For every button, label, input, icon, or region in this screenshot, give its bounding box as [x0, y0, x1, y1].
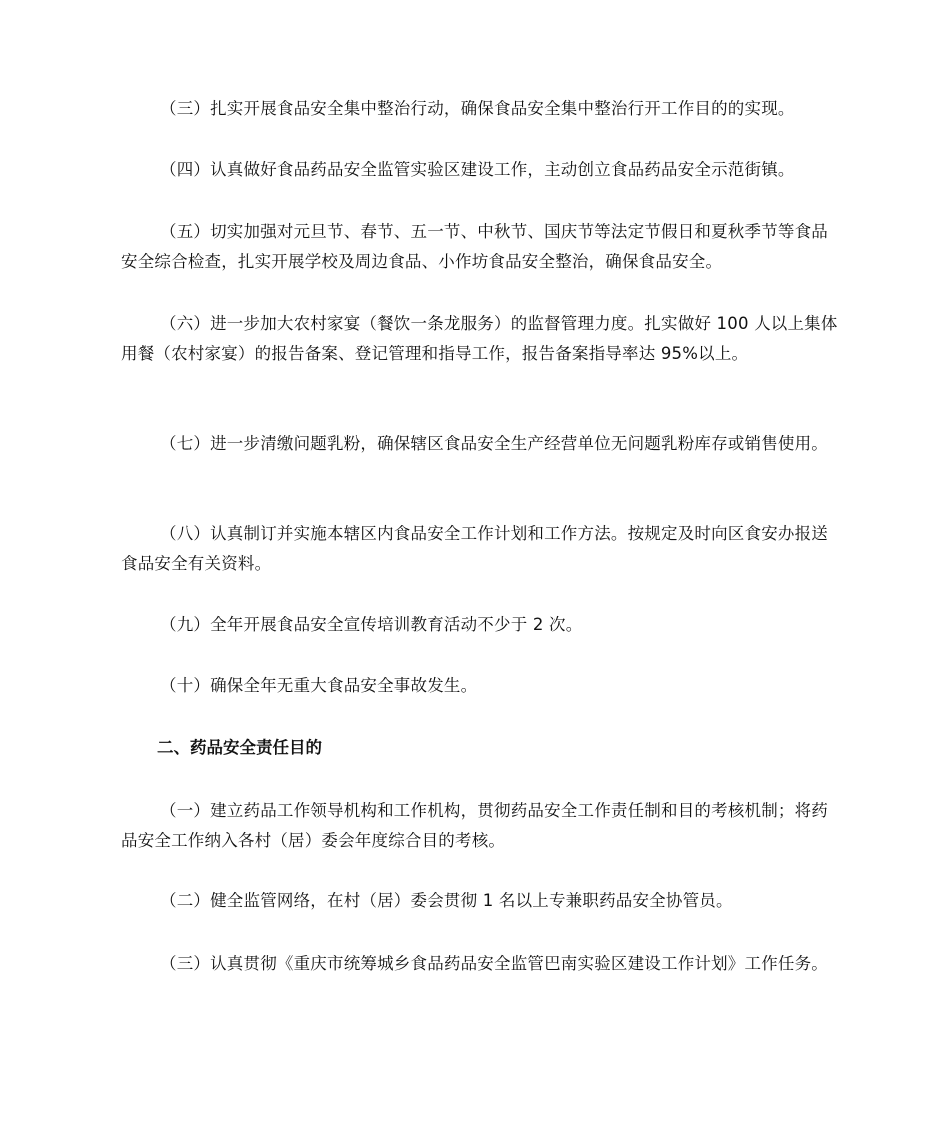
paragraph-4: （四）认真做好食品药品安全监管实验区建设工作，主动创立食品药品安全示范街镇。: [160, 160, 795, 179]
paragraph-6: （六）进一步加大农村家宴（餐饮一条龙服务）的监督管理力度。扎实做好 100 人以上集体用餐（农村家宴）的报告备案、登记管理和指导工作，报告备案指导率达 95%以上。: [121, 314, 838, 363]
section-heading: 二、药品安全责任目的: [157, 738, 322, 757]
paragraph-5: （五）切实加强对元旦节、春节、五一节、中秋节、国庆节等法定节假日和夏秋季节等食品安全综合检查，扎实开展学校及周边食品、小作坊食品安全整治，确保食品安全。: [121, 222, 828, 271]
paragraph-7: （七）进一步清缴问题乳粉，确保辖区食品安全生产经营单位无问题乳粉库存或销售使用。: [160, 434, 828, 453]
paragraph-9: （九）全年开展食品安全宣传培训教育活动不少于 2 次。: [160, 615, 583, 634]
section-paragraph-3: （三）认真贯彻《重庆市统筹城乡食品药品安全监管巴南实验区建设工作计划》工作任务。: [160, 954, 828, 973]
section-paragraph-2: （二）健全监管网络，在村（居）委会贯彻 1 名以上专兼职药品安全协管员。: [160, 891, 733, 910]
paragraph-10: （十）确保全年无重大食品安全事故发生。: [160, 676, 478, 695]
section-paragraph-1: （一）建立药品工作领导机构和工作机构，贯彻药品安全工作责任制和目的考核机制；将药品安全工作纳入各村（居）委会年度综合目的考核。: [121, 801, 828, 850]
paragraph-3: （三）扎实开展食品安全集中整治行动，确保食品安全集中整治行开工作目的的实现。: [160, 99, 795, 118]
paragraph-8: （八）认真制订并实施本辖区内食品安全工作计划和工作方法。按规定及时向区食安办报送食品安全有关资料。: [121, 524, 828, 573]
